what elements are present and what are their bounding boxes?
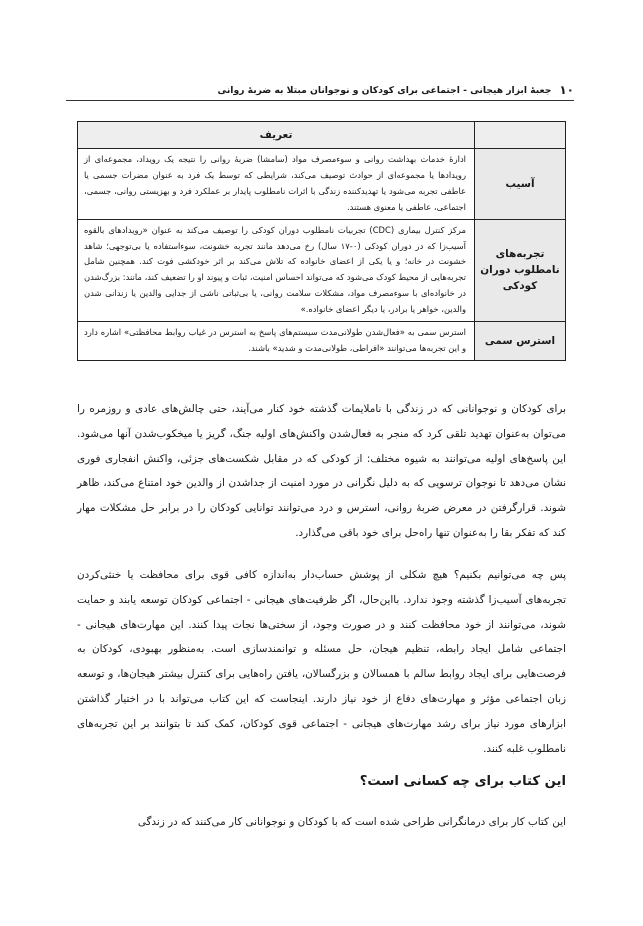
table-row-toxic-stress <box>78 322 566 361</box>
table-row-aces <box>78 219 566 321</box>
body-paragraph-2: پس چه می‌توانیم بکنیم؟ هیچ شکلی از پوشش حساب‌دار به‌اندازه کافی قوی برای محافظت یا خنثی‌کردن تجربه‌های آسیب‌زا گذشته وجود ندارد. بااین‌حال، اگر ظرفیت‌های هیجانی - اجتماعی کودکان توسعه یابند و حمایت شوند، می‌توانند از خود محافظت کنند و در صورت وجود، از سختی‌ها نجات پیدا کنند. این مهارت‌های هیجانی - اجتماعی شامل ایجاد رابطه، تنظیم هیجان، حل مسئله و توانمندسازی است. به‌منظور بهبودی، کودکان به فرصت‌هایی برای ایجاد روابط سالم با همسالان و بزرگسالان، یافتن راه‌هایی برای کنترل بیشتر هیجان‌ها، و توسعه زبان اجتماعی مؤثر و مهارت‌های دفاع از خود نیاز دارند. اینجاست که این کتاب می‌تواند با در اختیار گذاشتن ابزارهای مورد نیاز برای رشد مهارت‌های هیجانی - اجتماعی قوی کودکان، کمک کند تا بتوانند بر این تجربه‌های نامطلوب غلبه کنند. <box>77 569 566 755</box>
definitions-table <box>77 121 566 361</box>
term-toxic-stress: استرس سمی <box>475 322 566 361</box>
running-header <box>66 80 574 101</box>
table-row-trauma <box>78 149 566 220</box>
definition-adverse-childhood-experiences: مرکز کنترل بیماری (CDC) تجربیات نامطلوب دوران کودکی را توصیف می‌کند به عنوان «رویدادهای بالقوه آسیب‌زا که در دوران کودکی (۰-۱۷ سال) رخ می‌دهد مانند تجربه خشونت، سوءاستفاده یا بی‌توجهی؛ شاهد خشونت در خانه؛ و یا یکی از اعضای خانواده که تلاش می‌کند بر اثر خودکشی فوت کند. همچنین شامل تجربه‌هایی از محیط کودک می‌شود که می‌تواند احساس امنیت، ثبات و پیوند او را تضعیف کند، مانند: بزرگ‌شدن در خانواده‌ای با سوءمصرف مواد، مشکلات سلامت روانی، یا بی‌ثباتی ناشی از جدایی والدین یا زندانی شدن والدین، خواهر یا برادر، یا دیگر اعضای خانواده.» <box>78 219 475 321</box>
term-adverse-childhood-experiences: تجربه‌های نامطلوب دوران کودکی <box>475 219 566 321</box>
section-heading: این کتاب برای چه کسانی است؟ <box>359 774 566 789</box>
definition-toxic-stress: استرس سمی به «فعال‌شدن طولانی‌مدت سیستم‌های پاسخ به استرس در غیاب روابط محافظتی» اشاره دارد و این تجربه‌ها می‌توانند «افراطی، طولانی‌مدت و شدید» باشند. <box>78 322 475 361</box>
running-title: جعبهٔ ابزار هیجانی - اجتماعی برای کودکان و نوجوانان مبتلا به ضربهٔ روانی <box>217 84 552 96</box>
page-number: ۱۰ <box>559 83 574 97</box>
table-header-definition: تعریف <box>78 122 475 149</box>
table-header-empty <box>475 122 566 149</box>
table-header-row <box>78 122 566 149</box>
body-paragraph-3: این کتاب کار برای درمانگرانی طراحی شده است که با کودکان و نوجوانانی کار می‌کنند که در زندگی <box>137 816 566 828</box>
term-trauma: آسیب <box>475 149 566 220</box>
definition-trauma: ادارهٔ خدمات بهداشت روانی و سوءمصرف مواد (سامشا) ضربهٔ روانی را نتیجه یک رویداد، مجموعه‌ای از رویدادها یا مجموعه‌ای از حوادث توصیف می‌کند، شرایطی که توسط یک فرد به عنوان مضرات جسمی یا عاطفی تجربه می‌شود یا تهدیدکننده زندگی با اثرات نامطلوب پایدار بر عملکرد فرد و بهزیستی روانی، جسمی، اجتماعی، عاطفی یا معنوی هستند. <box>78 149 475 220</box>
body-paragraph-1: برای کودکان و نوجوانانی که در زندگی با ناملایمات گذشته خود کنار می‌آیند، حتی چالش‌های عادی و روزمره را می‌توان به‌عنوان تهدید تلقی کرد که منجر به فعال‌شدن واکنش‌های اولیه جنگ، گریز یا میخکوب‌شدن آنها می‌شود. این پاسخ‌های اولیه می‌توانند به شیوه مختلف: از کودکی که در مقابل شکست‌های جزئی، واکنش انفجاری فوری نشان می‌دهد تا نوجوان ترسویی که به دلیل نگرانی در مورد امنیت از جداشدن از والدین خود امتناع می‌کند، ظاهر شوند. قرارگرفتن در معرض ضربهٔ روانی، استرس و درد می‌توانند توانایی کودکان را در برابر حل مشکلات مهار کند که تفکر بقا را به‌عنوان تنها راه‌حل برای خود باقی می‌گذارد. <box>77 403 566 539</box>
